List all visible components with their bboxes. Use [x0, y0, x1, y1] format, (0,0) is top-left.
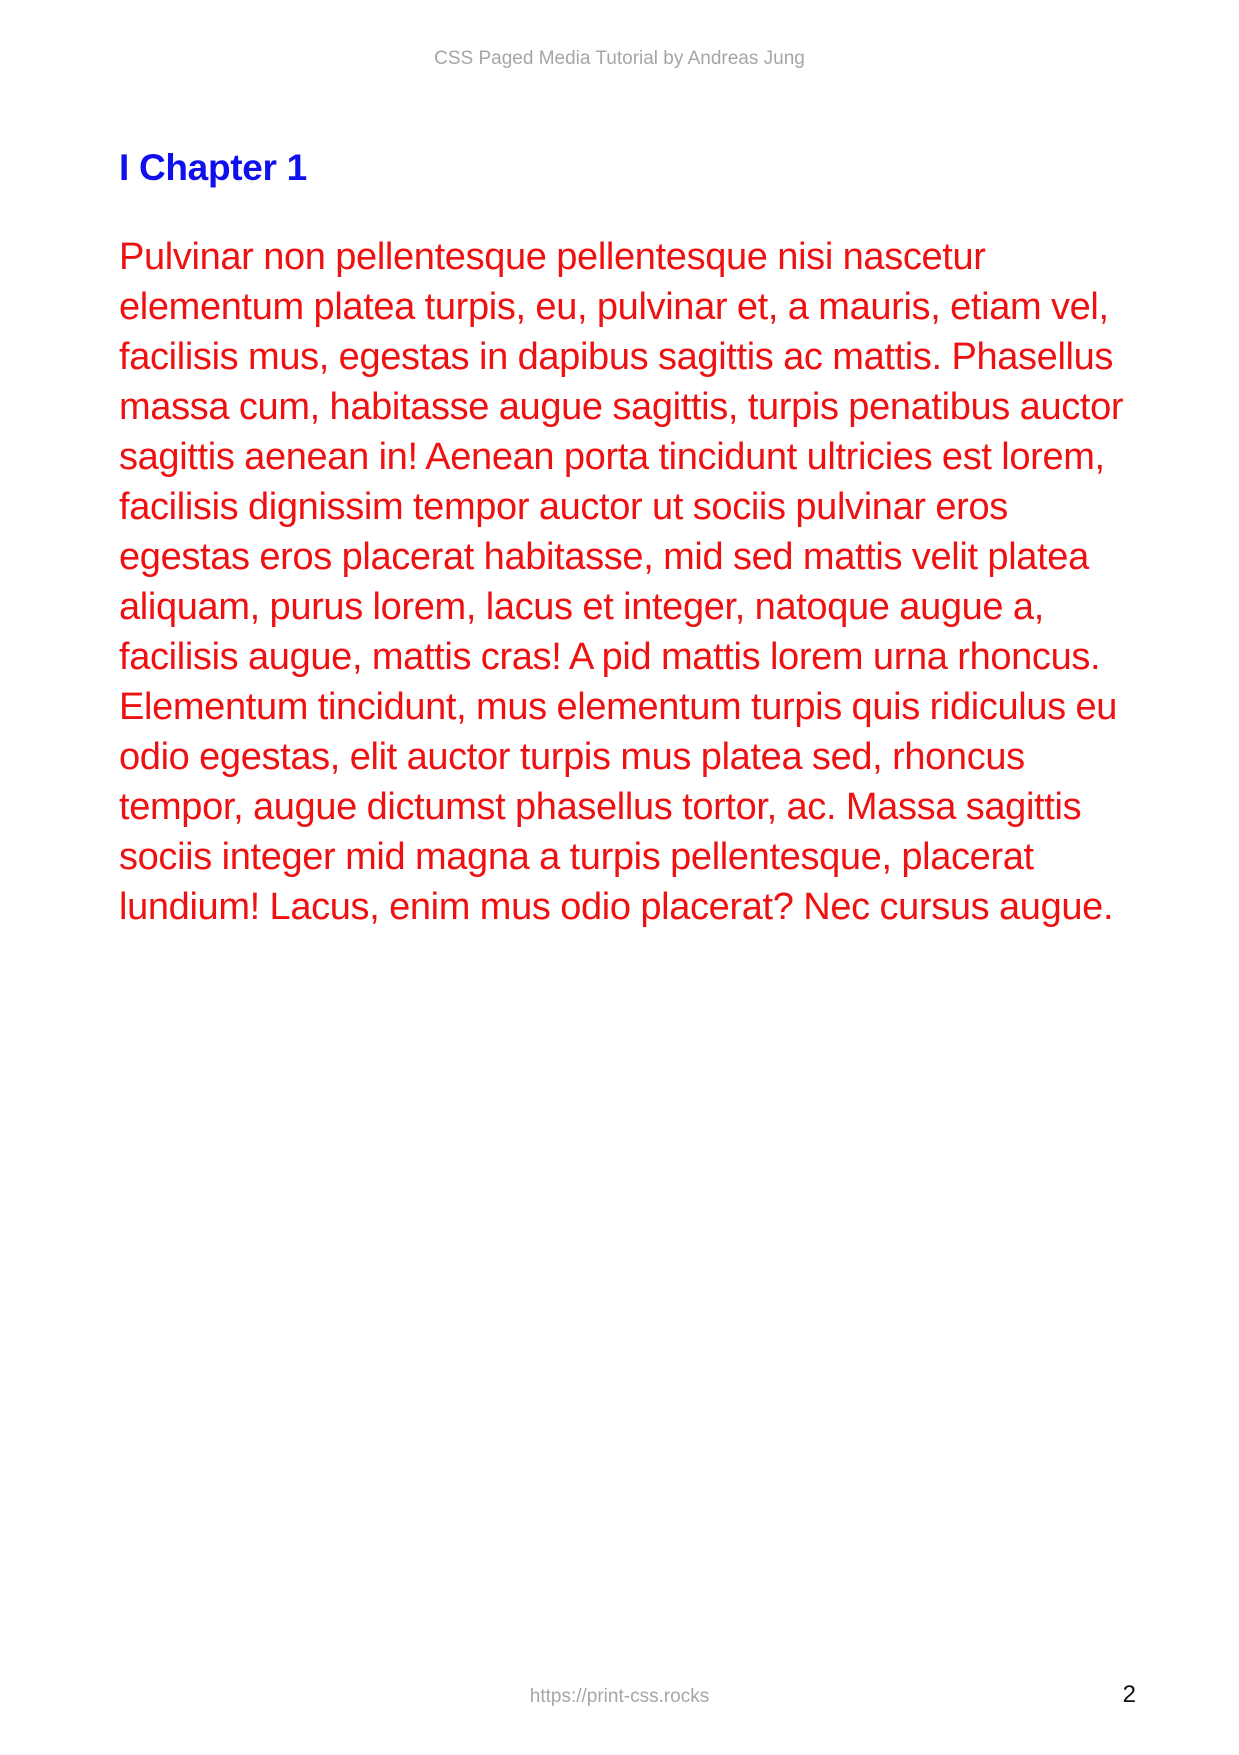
running-header: CSS Paged Media Tutorial by Andreas Jung — [434, 48, 805, 69]
chapter-title: I Chapter 1 — [119, 147, 307, 188]
page-number: 2 — [1122, 1681, 1136, 1708]
footer-url: https://print-css.rocks — [529, 1686, 710, 1707]
chapter-body-paragraph: Pulvinar non pellentesque pellentesque nisi nascetur elementum platea turpis, eu, pulvinar et, a mauris, etiam vel, facilisis mus, egestas in dapibus sagittis ac mattis. Phasellus massa cum, habitasse augue sagittis, turpis penatibus auctor sagittis aenean in! Aenean porta tincidunt ultricies est lorem, facilisis dignissim tempor auctor ut sociis pulvinar eros egestas eros placerat habitasse, mid sed mattis velit platea aliquam, purus lorem, lacus et integer, natoque augue a, facilisis augue, mattis cras! A pid mattis lorem urna rhoncus. Elementum tincidunt, mus elementum turpis quis ridiculus eu odio egestas, elit auctor turpis mus platea sed, rhoncus tempor, augue dictumst phasellus tortor, ac. Massa sagittis sociis integer mid magna a turpis pellentesque, placerat lundium! Lacus, enim mus odio placerat? Nec cursus augue. — [119, 236, 1124, 928]
